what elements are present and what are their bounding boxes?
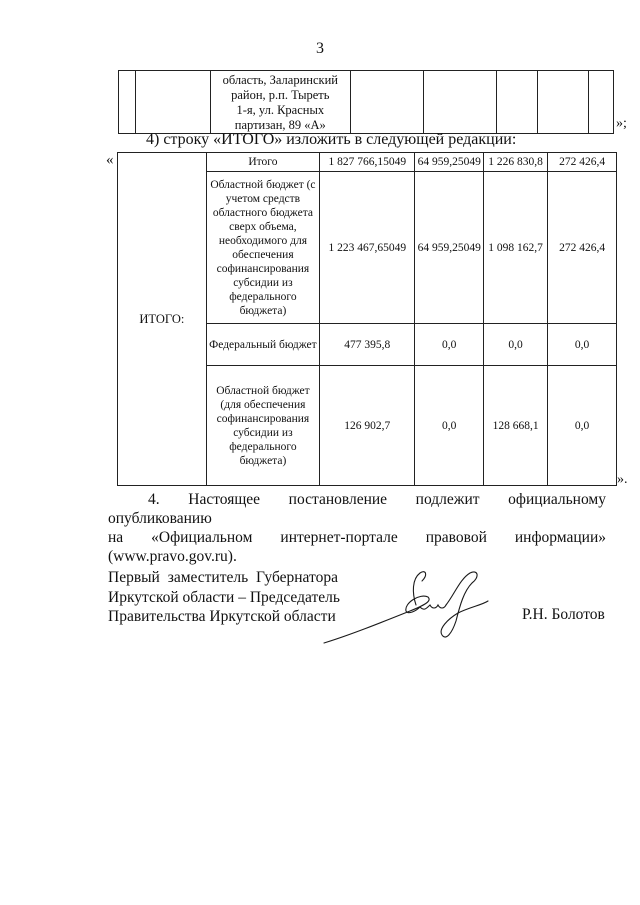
value-cell: 0,0 [415, 324, 484, 366]
previous-row-table [118, 70, 614, 134]
closing-quote-mark: »; [616, 116, 627, 131]
value-cell: 126 902,7 [320, 366, 415, 486]
value-cell: 0,0 [548, 324, 617, 366]
value-cell: 1 827 766,15049 [320, 153, 415, 172]
value-cell: 1 223 467,65049 [320, 172, 415, 324]
paragraph-line: (www.pravo.gov.ru). [108, 548, 237, 565]
value-cell: 1 098 162,7 [484, 172, 548, 324]
closing-quote-mark: ». [617, 472, 628, 487]
value-cell: 64 959,25049 [415, 172, 484, 324]
table-cell [497, 71, 537, 134]
value-cell: 272 426,4 [548, 153, 617, 172]
value-cell: 0,0 [548, 366, 617, 486]
value-cell: 128 668,1 [484, 366, 548, 486]
paragraph-line: на «Официальном интернет-портале правовой информации» [108, 529, 606, 546]
paragraph-line: 4. Настоящее постановление подлежит официальному опубликованию [108, 491, 606, 527]
table-cell [423, 71, 496, 134]
row-label: Областной бюджет (для обеспечения софинансирования субсидии из федерального бюджета) [206, 366, 319, 486]
address-cell [211, 71, 350, 134]
address-line: 1-я, ул. Красных [236, 103, 325, 117]
paragraph-4 [108, 490, 606, 566]
item-heading: 4) строку «ИТОГО» изложить в следующей редакции: [146, 131, 517, 148]
row-label: Областной бюджет (с учетом средств областного бюджета сверх объема, необходимого для обеспечения софинансирования субсидии из федерального бюджета) [206, 172, 319, 324]
opening-quote-mark: « [106, 152, 114, 168]
signatory-title-line: Правительства Иркутской области [108, 608, 336, 625]
row-label: Федеральный бюджет [206, 324, 319, 366]
address-line: область, Заларинский [222, 73, 338, 87]
value-cell: 64 959,25049 [415, 153, 484, 172]
signatory-title [108, 568, 338, 627]
signatory-name: Р.Н. Болотов [522, 606, 605, 623]
value-cell: 1 226 830,8 [484, 153, 548, 172]
table-cell [135, 71, 210, 134]
page-number: 3 [316, 40, 324, 57]
value-cell: 0,0 [415, 366, 484, 486]
table-cell [537, 71, 589, 134]
table-cell [589, 71, 614, 134]
itogo-row-header: ИТОГО: [118, 153, 207, 486]
address-line: партизан, 89 «А» [234, 118, 326, 132]
table-row [118, 153, 617, 172]
value-cell: 0,0 [484, 324, 548, 366]
table-cell [350, 71, 423, 134]
signatory-title-line: Иркутской области – Председатель [108, 588, 340, 606]
value-cell: 272 426,4 [548, 172, 617, 324]
row-label: Итого [206, 153, 319, 172]
table-cell [119, 71, 136, 134]
itogo-table [117, 152, 617, 486]
handwritten-signature [320, 565, 490, 655]
signatory-title-line: Первый заместитель Губернатора [108, 569, 338, 586]
value-cell: 477 395,8 [320, 324, 415, 366]
address-line: район, р.п. Тыреть [231, 88, 330, 102]
